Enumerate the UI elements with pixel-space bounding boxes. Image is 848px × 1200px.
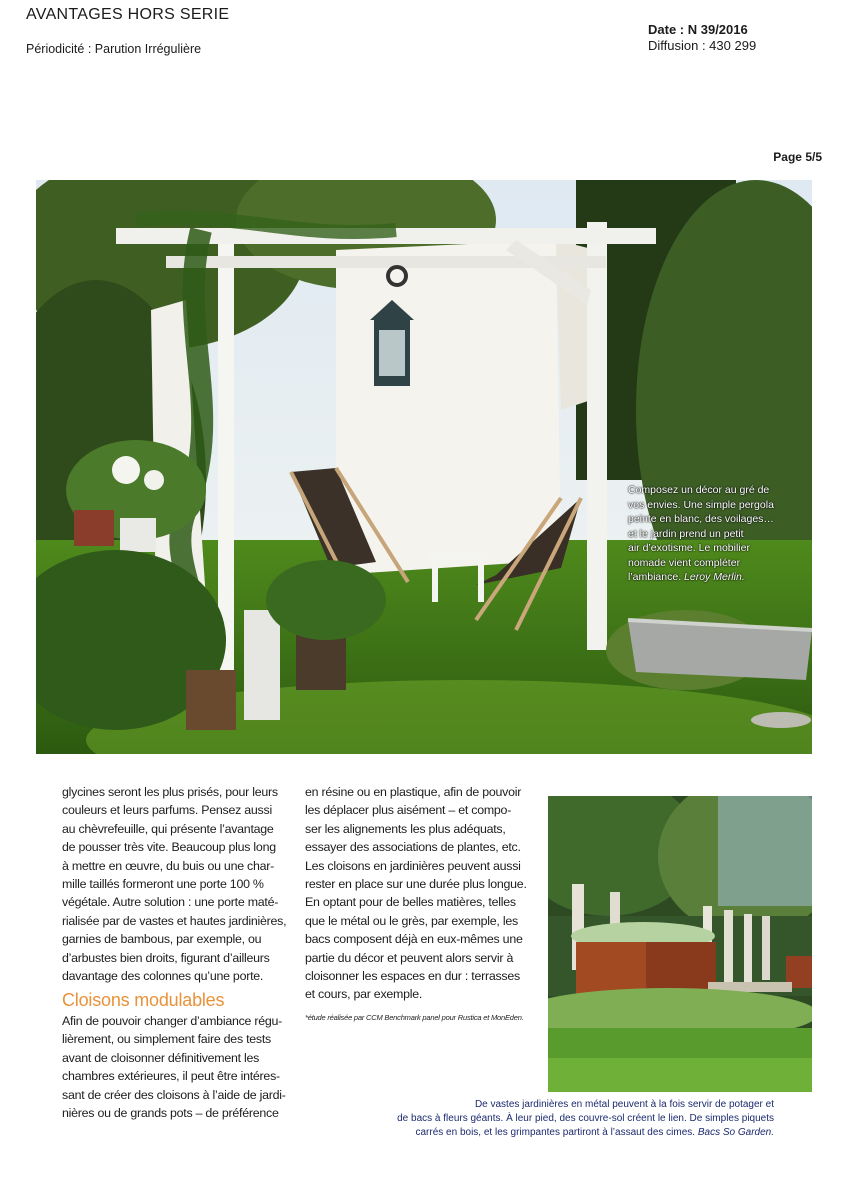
text-line: et cours, par exemple. [305, 987, 423, 1002]
article-column-2 [305, 783, 533, 1027]
text-line: rester en place sur une durée plus longue. [305, 877, 527, 892]
text-line: rialisée par de vastes et hautes jardinières, [62, 913, 287, 928]
text-line: chambres extérieures, il peut être intéres- [62, 1069, 280, 1084]
text-line: les déplacer plus aisément – et compo- [305, 803, 512, 818]
caption-line: nomade vient compléter [628, 556, 741, 569]
text-line: essayer des associations de plantes, etc. [305, 840, 521, 855]
caption-line: De vastes jardinières en métal peuvent à la fois servir de potager et [474, 1099, 774, 1110]
pergola-garden-photo [36, 180, 812, 754]
text-line: ser les alignements les plus adéquats, [305, 821, 506, 836]
caption-text: carrés en bois, et les grimpantes partiront à l’assaut des cimes. [415, 1127, 696, 1138]
text-line: cloisonner les espaces en dur : terrasses [305, 969, 520, 984]
article-column-1 [62, 783, 287, 1122]
main-photo-caption [628, 483, 778, 585]
caption-line [628, 570, 778, 585]
text-line: d’arbustes bien droits, figurant d’ailleurs [62, 950, 270, 965]
photo-credit: Leroy Merlin. [684, 571, 745, 583]
text-line: partie du décor et peuvent alors servir à [305, 950, 514, 965]
caption-line [384, 1126, 774, 1140]
text-line: En optant pour de belles matières, telles [305, 895, 516, 910]
text-line: lièrement, ou simplement faire des tests [62, 1032, 271, 1047]
photo-credit: Bacs So Garden. [697, 1127, 774, 1138]
publication-title: AVANTAGES HORS SERIE [26, 6, 230, 23]
caption-line: et le jardin prend un petit [628, 527, 744, 540]
text-line: Les cloisons en jardinières peuvent aussi [305, 858, 521, 873]
text-line: de pousser très vite. Beaucoup plus long [62, 840, 276, 855]
caption-line: Composez un décor au gré de [628, 484, 770, 496]
footnote: *étude réalisée par CCM Benchmark panel pour Rustica et MonEden. [305, 1012, 524, 1022]
text-line: garnies de bambous, par exemple, ou [62, 932, 262, 947]
text-line: glycines seront les plus prisés, pour leurs [62, 785, 278, 799]
caption-line: peinte en blanc, des voilages… [628, 513, 774, 525]
caption-line: vos envies. Une simple pergola [628, 498, 774, 511]
text-line: sant de créer des cloisons à l’aide de jardi- [62, 1087, 286, 1102]
text-line: davantage des colonnes qu’une porte. [62, 969, 264, 984]
text-line: végétale. Autre solution : une porte maté- [62, 895, 279, 910]
text-line: à mettre en œuvre, du buis ou une char- [62, 858, 275, 873]
planters-garden-photo [548, 796, 812, 1092]
caption-line: air d’exotisme. Le mobilier [628, 542, 750, 554]
text-line: que le métal ou le grès, par exemple, les [305, 913, 518, 928]
caption-line [384, 1112, 774, 1126]
page-number: Page 5/5 [773, 150, 822, 164]
periodicity: Périodicité : Parution Irrégulière [26, 42, 202, 56]
text-line: en résine ou en plastique, afin de pouvoir [305, 785, 522, 799]
section-subheading: Cloisons modulables [62, 990, 225, 1011]
second-photo-caption [384, 1098, 774, 1140]
caption-text: l’ambiance. [628, 571, 682, 583]
text-line: avant de cloisonner définitivement les [62, 1050, 260, 1065]
text-line: au chèvrefeuille, qui présente l’avantage [62, 821, 274, 836]
caption-text: de bacs à fleurs géants. À leur pied, des couvre-sol créent le lien. [397, 1113, 687, 1124]
diffusion-count: Diffusion : 430 299 [648, 38, 757, 53]
caption-text: De simples piquets [689, 1113, 774, 1124]
text-line: Afin de pouvoir changer d’ambiance régu- [62, 1013, 283, 1028]
text-line: mille taillés formeront une porte 100 % [62, 877, 264, 892]
text-line: bacs composent déjà en eux-mêmes une [305, 932, 523, 947]
text-line: nières ou de grands pots – de préférence [62, 1105, 279, 1120]
text-line: couleurs et leurs parfums. Pensez aussi [62, 803, 272, 818]
issue-date: Date : N 39/2016 [648, 22, 748, 37]
